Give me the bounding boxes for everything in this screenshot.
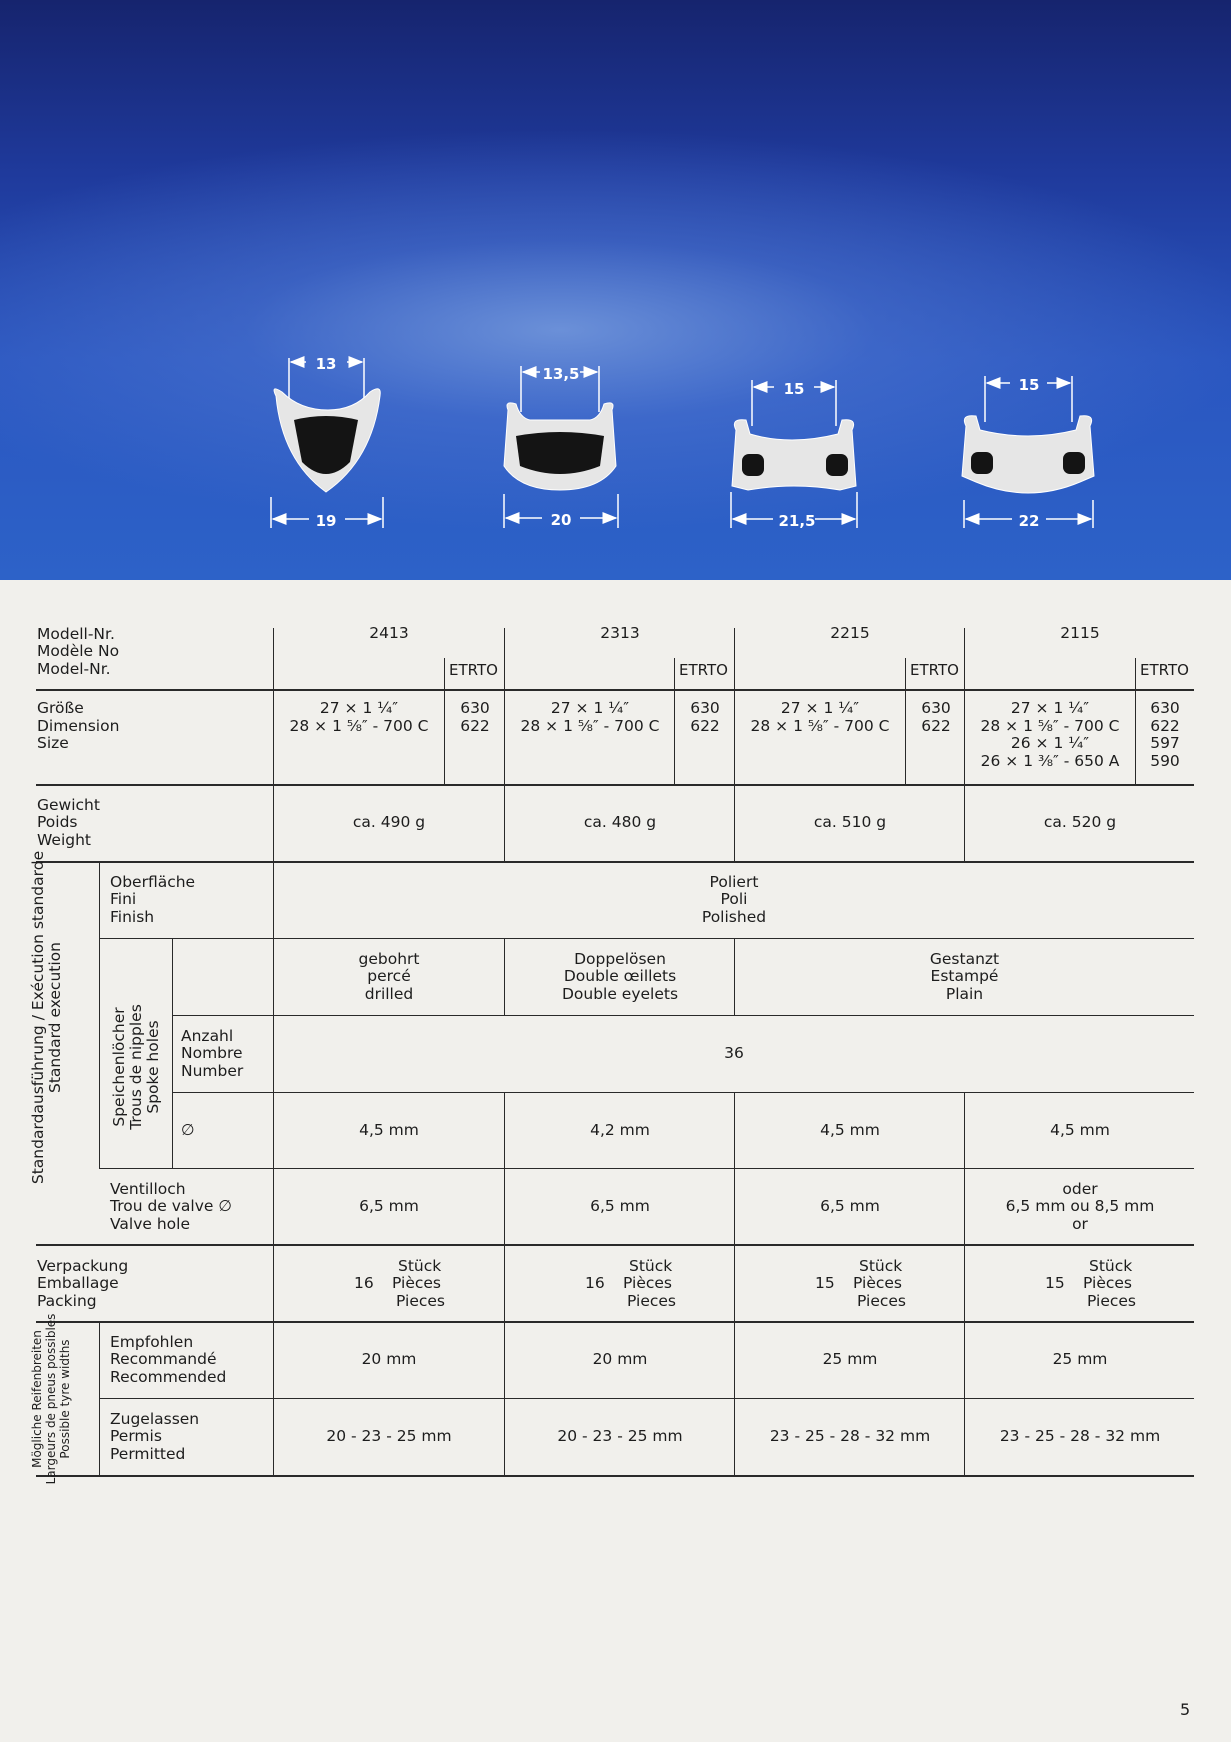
permitted-2215: 23 - 25 - 28 - 32 mm bbox=[769, 1427, 931, 1446]
rim-2215-outer-width: 21,5 bbox=[778, 512, 816, 530]
packing-2413 bbox=[274, 1247, 504, 1321]
diameter-symbol: ∅ bbox=[181, 1121, 195, 1140]
finish-label: Oberfläche Fini Finish bbox=[110, 872, 196, 926]
recommended-2413: 20 mm bbox=[361, 1350, 417, 1369]
permitted-2115: 23 - 25 - 28 - 32 mm bbox=[999, 1427, 1161, 1446]
permitted-2413: 20 - 23 - 25 mm bbox=[326, 1427, 452, 1446]
rim-2313-inner-width: 13,5 bbox=[542, 365, 580, 383]
permitted-2313: 20 - 23 - 25 mm bbox=[557, 1427, 683, 1446]
rule bbox=[36, 1244, 1194, 1246]
rule bbox=[99, 1398, 1194, 1399]
packing-unit: Stück Pièces Pieces bbox=[623, 1256, 676, 1310]
packing-count: 16 bbox=[354, 1274, 374, 1293]
rule bbox=[99, 1168, 1194, 1169]
recommended-2313: 20 mm bbox=[592, 1350, 648, 1369]
etrto-header: ETRTO bbox=[449, 661, 498, 679]
packing-unit: Stück Pièces Pieces bbox=[1083, 1256, 1136, 1310]
recommended-label: Empfohlen Recommandé Recommended bbox=[110, 1332, 227, 1386]
weight-2115: ca. 520 g bbox=[1043, 813, 1117, 832]
rim-profile-2413 bbox=[271, 355, 383, 530]
rim-profiles-photo bbox=[0, 0, 1231, 580]
spoke-diameter-2115: 4,5 mm bbox=[1050, 1121, 1110, 1140]
rim-2413-inner-width: 13 bbox=[315, 355, 337, 373]
rim-2313-outer-width: 20 bbox=[550, 511, 572, 529]
rim-2215-inner-width: 15 bbox=[783, 380, 805, 398]
rim-profile-2115 bbox=[962, 376, 1094, 530]
rim-2413-outer-width: 19 bbox=[315, 512, 337, 530]
model-2313: 2313 bbox=[600, 624, 640, 643]
etrto-header: ETRTO bbox=[910, 661, 959, 679]
size-etrto-2115: 630 622 597 590 bbox=[1150, 699, 1180, 770]
standard-execution-label: Standardausführung / Exécution standarde Standard execution bbox=[28, 850, 64, 1185]
size-dims-2215: 27 × 1 ¼″ 28 × 1 ⅝″ - 700 C bbox=[750, 699, 890, 735]
recommended-2115: 25 mm bbox=[1052, 1350, 1108, 1369]
rule bbox=[172, 938, 173, 1169]
model-2215: 2215 bbox=[830, 624, 870, 643]
packing-2215 bbox=[735, 1247, 965, 1321]
page-number: 5 bbox=[1180, 1700, 1191, 1719]
size-etrto-2215: 630 622 bbox=[921, 699, 951, 735]
weight-2215: ca. 510 g bbox=[813, 813, 887, 832]
valve-2215: 6,5 mm bbox=[820, 1197, 880, 1216]
etrto-header: ETRTO bbox=[679, 661, 728, 679]
recommended-2215: 25 mm bbox=[822, 1350, 878, 1369]
rim-2115-outer-width: 22 bbox=[1018, 512, 1040, 530]
label-en: Model-Nr. bbox=[37, 659, 111, 678]
size-label: Größe Dimension Size bbox=[37, 699, 120, 752]
model-number-label bbox=[37, 622, 267, 682]
spoke-count-label: Anzahl Nombre Number bbox=[181, 1026, 244, 1080]
spoke-diameter-2313: 4,2 mm bbox=[590, 1121, 650, 1140]
rule bbox=[99, 861, 100, 1168]
spoke-diameter-2413: 4,5 mm bbox=[359, 1121, 419, 1140]
packing-unit: Stück Pièces Pieces bbox=[392, 1256, 445, 1310]
packing-count: 15 bbox=[1045, 1274, 1065, 1293]
etrto-header: ETRTO bbox=[1140, 661, 1189, 679]
model-2115: 2115 bbox=[1060, 624, 1100, 643]
rim-profiles-drawing bbox=[0, 0, 1231, 580]
packing-label: Verpackung Emballage Packing bbox=[37, 1256, 129, 1310]
permitted-label: Zugelassen Permis Permitted bbox=[110, 1409, 200, 1463]
valve-2413: 6,5 mm bbox=[359, 1197, 419, 1216]
spoke-type-2215-2115: Gestanzt Estampé Plain bbox=[929, 949, 1000, 1003]
spoke-count-value: 36 bbox=[724, 1044, 744, 1063]
spoke-type-2413: gebohrt percé drilled bbox=[358, 949, 420, 1003]
weight-2413: ca. 490 g bbox=[352, 813, 426, 832]
spoke-type-2313: Doppelösen Double œillets Double eyelets bbox=[561, 949, 679, 1003]
packing-count: 16 bbox=[585, 1274, 605, 1293]
size-etrto-2313: 630 622 bbox=[690, 699, 720, 735]
rule bbox=[36, 689, 1194, 691]
valve-2115: oder 6,5 mm ou 8,5 mm or bbox=[1005, 1179, 1155, 1233]
rim-profile-2313 bbox=[504, 365, 618, 529]
label-de: Modell-Nr. bbox=[37, 624, 115, 643]
rule bbox=[36, 1475, 1194, 1477]
rule bbox=[99, 938, 1194, 939]
rim-2115-inner-width: 15 bbox=[1018, 376, 1040, 394]
packing-2115 bbox=[965, 1247, 1195, 1321]
size-dims-2115: 27 × 1 ¼″ 28 × 1 ⅝″ - 700 C 26 × 1 ¼″ 26 × 1 ⅜″ - 650 A bbox=[980, 699, 1120, 770]
size-dims-2413: 27 × 1 ¼″ 28 × 1 ⅝″ - 700 C bbox=[289, 699, 429, 735]
label-fr: Modèle No bbox=[37, 642, 120, 661]
model-2413: 2413 bbox=[369, 624, 409, 643]
tyre-widths-label: Mögliche Reifenbreiten Largeurs de pneus possibles Possible tyre widths bbox=[30, 1313, 72, 1485]
packing-unit: Stück Pièces Pieces bbox=[853, 1256, 906, 1310]
weight-label: Gewicht Poids Weight bbox=[37, 795, 100, 849]
size-dims-2313: 27 × 1 ¼″ 28 × 1 ⅝″ - 700 C bbox=[520, 699, 660, 735]
rule bbox=[99, 1321, 100, 1476]
spoke-holes-label: Speichenlöcher Trous de nipples Spoke holes bbox=[109, 1004, 162, 1130]
size-etrto-2413: 630 622 bbox=[460, 699, 490, 735]
rim-profile-2215 bbox=[731, 380, 857, 530]
spoke-diameter-2215: 4,5 mm bbox=[820, 1121, 880, 1140]
valve-hole-label: Ventilloch Trou de valve ∅ Valve hole bbox=[110, 1179, 232, 1233]
packing-count: 15 bbox=[815, 1274, 835, 1293]
valve-2313: 6,5 mm bbox=[590, 1197, 650, 1216]
weight-2313: ca. 480 g bbox=[583, 813, 657, 832]
rule bbox=[172, 1015, 1194, 1016]
finish-value: Poliert Poli Polished bbox=[701, 872, 767, 926]
rule bbox=[172, 1092, 1194, 1093]
packing-2313 bbox=[505, 1247, 735, 1321]
